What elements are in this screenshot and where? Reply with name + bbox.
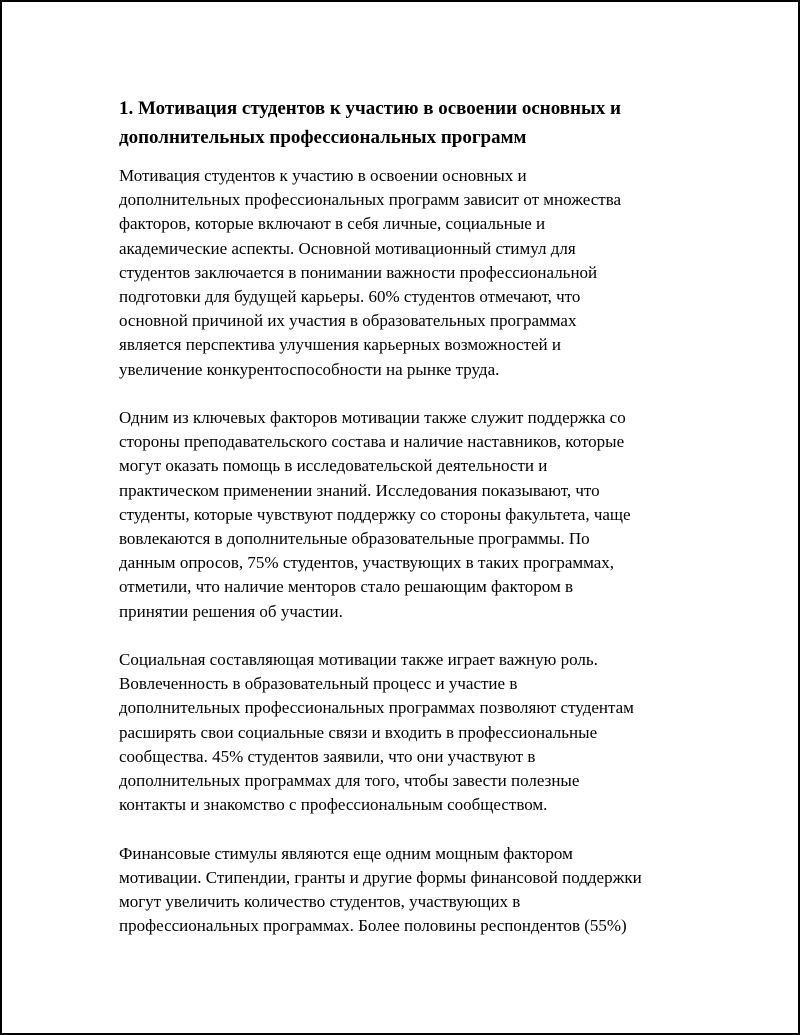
text-line: отметили, что наличие менторов стало решающим фактором в xyxy=(119,577,574,597)
text-line: Финансовые стимулы являются еще одним мощным фактором xyxy=(119,843,573,863)
text-line: дополнительных программах для того, чтобы завести полезные xyxy=(119,771,580,791)
text-line: студенты, которые чувствуют поддержку со стороны факультета, чаще xyxy=(119,504,631,524)
text-line: расширять свои социальные связи и входить в профессиональные xyxy=(119,722,598,742)
text-line: Социальная составляющая мотивации также играет важную роль. xyxy=(119,650,598,670)
text-line: стороны преподавательского состава и наличие наставников, которые xyxy=(119,432,625,452)
text-line: дополнительных профессиональных программах позволяют студентам xyxy=(119,698,634,718)
text-line: профессиональных программах. Более половины респондентов (55%) xyxy=(119,916,627,936)
text-line: мотивации. Стипендии, гранты и другие формы финансовой поддержки xyxy=(119,867,642,887)
text-line: данным опросов, 75% студентов, участвующих в таких программах, xyxy=(119,553,615,573)
text-line: Вовлеченность в образовательный процесс и участие в xyxy=(119,674,518,694)
document-body xyxy=(119,94,694,938)
text-line: факторов, которые включают в себя личные, социальные и xyxy=(119,214,546,234)
heading-line: дополнительных профессиональных программ xyxy=(119,127,527,148)
paragraph-faculty-support xyxy=(119,406,694,624)
text-line: подготовки для будущей карьеры. 60% студентов отмечают, что xyxy=(119,287,581,307)
text-line: могут увеличить количество студентов, участвующих в xyxy=(119,892,521,912)
text-line: академические аспекты. Основной мотивационный стимул для xyxy=(119,238,576,258)
heading-line: 1. Мотивация студентов к участию в освоении основных и xyxy=(119,98,621,119)
text-line: основной причиной их участия в образовательных программах xyxy=(119,311,577,331)
text-line: Мотивация студентов к участию в освоении основных и xyxy=(119,166,527,185)
text-line: дополнительных профессиональных программ зависит от множества xyxy=(119,190,622,210)
paragraph-career-motivation xyxy=(119,164,694,382)
paragraph-social-motivation xyxy=(119,648,694,817)
text-line: могут оказать помощь в исследовательской деятельности и xyxy=(119,456,548,476)
text-line: является перспектива улучшения карьерных возможностей и xyxy=(119,335,561,355)
text-line: практическом применении знаний. Исследования показывают, что xyxy=(119,480,600,500)
text-line: Одним из ключевых факторов мотивации также служит поддержка со xyxy=(119,408,626,428)
text-line: сообщества. 45% студентов заявили, что они участвуют в xyxy=(119,746,536,766)
paragraph-financial-incentives xyxy=(119,842,694,939)
text-line: контакты и знакомство с профессиональным сообществом. xyxy=(119,795,548,815)
text-line: студентов заключается в понимании важности профессиональной xyxy=(119,262,598,282)
section-heading xyxy=(119,94,694,152)
text-line: увеличение конкурентоспособности на рынке труда. xyxy=(119,359,500,379)
text-line: вовлекаются в дополнительные образовательные программы. По xyxy=(119,529,590,549)
text-line: принятии решения об участии. xyxy=(119,601,343,621)
